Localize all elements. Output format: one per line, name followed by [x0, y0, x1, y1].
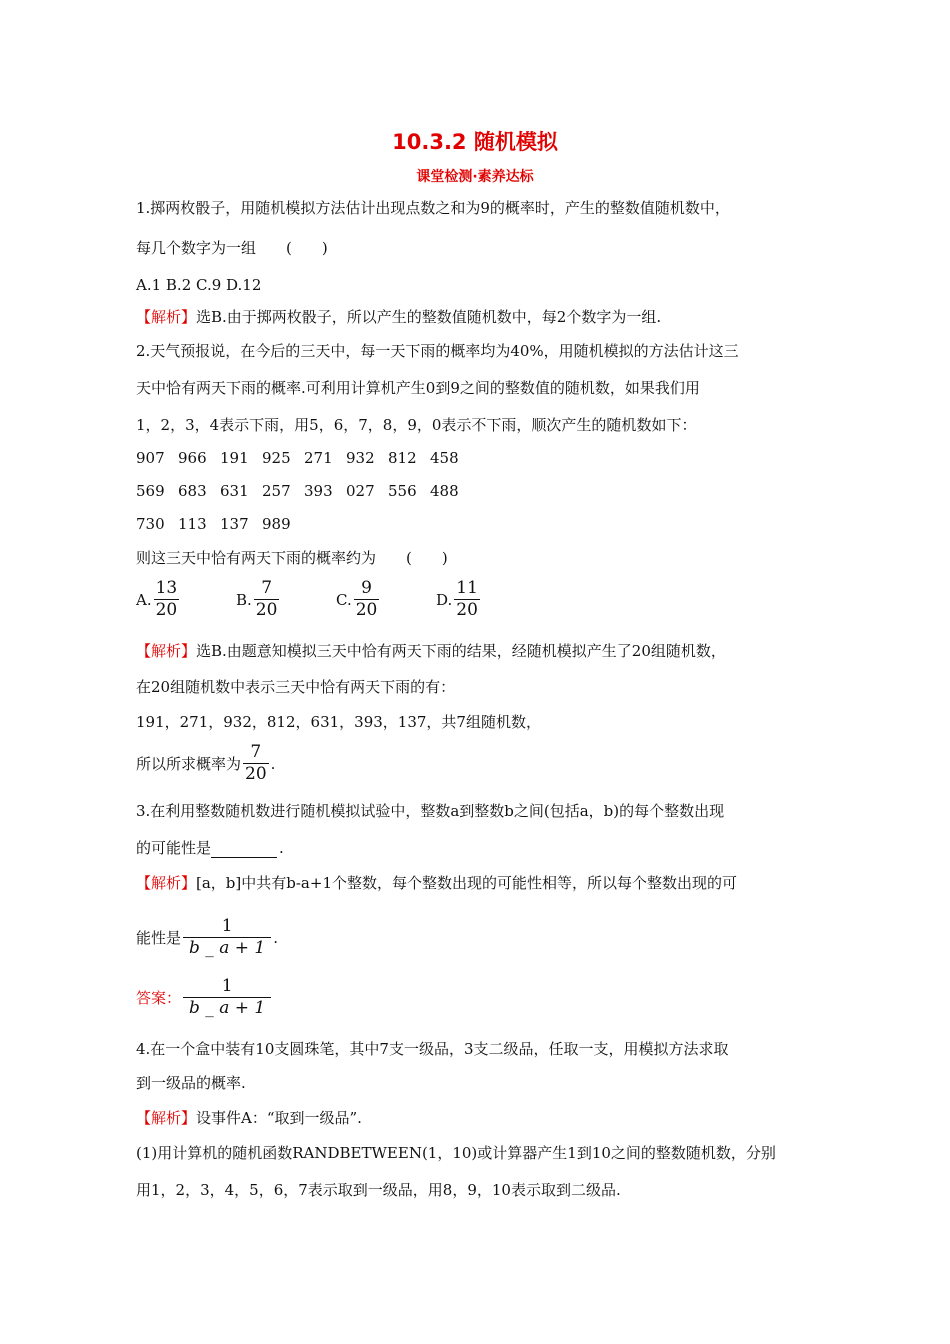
q2-question: 则这三天中恰有两天下雨的概率约为 ( ): [136, 549, 448, 567]
q3-answer: 答案： $\frac{1}{b \_ a + 1}$: [136, 976, 273, 1019]
q4-line1: 4.在一个盒中装有10支圆珠笔，其中7支一级品，3支二级品，任取一支，用模拟方法求取: [136, 1040, 729, 1058]
random-number-row: 569 683 631 257 393 027 556 488: [136, 482, 459, 500]
page-title: 10.3.2 随机模拟: [392, 130, 558, 154]
q4-analysis-line1: 【解析】设事件A：“取到一级品”.: [136, 1109, 362, 1127]
q2-line3: 1，2，3，4表示下雨，用5，6，7，8，9，0表示不下雨，顺次产生的随机数如下：: [136, 416, 697, 434]
q2-analysis-line4: 所以所求概率为 $\frac{7}{20}$ .: [136, 742, 276, 784]
q4-analysis-line2: (1)用计算机的随机函数RANDBETWEEN(1，10)或计算器产生1到10之间的整数随机数，分别: [136, 1144, 776, 1162]
q1-analysis-text: 选B.由于掷两枚骰子，所以产生的整数值随机数中，每2个数字为一组.: [196, 308, 662, 326]
q1-line1: 1.掷两枚骰子，用随机模拟方法估计出现点数之和为9的概率时，产生的整数值随机数中，: [136, 199, 730, 217]
page-subtitle: 课堂检测·素养达标: [416, 169, 534, 185]
q2-option-c: C. $\frac{9}{20}$: [336, 578, 378, 620]
answer-blank: [211, 841, 277, 858]
q2-analysis-line2: 在20组随机数中表示三天中恰有两天下雨的有：: [136, 678, 456, 696]
q2-line1: 2.天气预报说，在今后的三天中，每一天下雨的概率均为40%，用随机模拟的方法估计这三: [136, 342, 739, 360]
q2-option-b: B. $\frac{7}{20}$: [236, 578, 278, 620]
q3-analysis-line2: 能性是 $\frac{1}{b \_ a + 1}$ .: [136, 916, 278, 958]
random-number-row: 730 113 137 989: [136, 515, 291, 533]
q3-analysis-line1: 【解析】[a，b]中共有b-a+1个整数，每个整数出现的可能性相等，所以每个整数出现的可: [136, 874, 737, 892]
q2-analysis-line1: 【解析】选B.由题意知模拟三天中恰有两天下雨的结果，经随机模拟产生了20组随机数，: [136, 642, 726, 660]
q1-analysis: [136, 307, 661, 327]
q3-line2: 的可能性是 .: [136, 839, 284, 857]
q2-option-a: A. $\frac{13}{20}$: [136, 578, 178, 620]
q4-analysis-line3: 用1，2，3，4，5，6，7表示取到一级品，用8，9，10表示取到二级品.: [136, 1181, 621, 1199]
q1-options: A.1 B.2 C.9 D.12: [136, 276, 262, 294]
q2-analysis-line3: 191，271，932，812，631，393，137，共7组随机数，: [136, 713, 541, 731]
q2-line2: 天中恰有两天下雨的概率.可利用计算机产生0到9之间的整数值的随机数，如果我们用: [136, 379, 700, 397]
analysis-tag: 【解析】: [136, 308, 197, 326]
q3-line1: 3.在利用整数随机数进行随机模拟试验中，整数a到整数b之间(包括a，b)的每个整数出现: [136, 802, 725, 820]
q4-line2: 到一级品的概率.: [136, 1074, 246, 1092]
q2-option-d: D. $\frac{11}{20}$: [436, 578, 478, 620]
random-number-row: 907 966 191 925 271 932 812 458: [136, 449, 459, 467]
q1-line2: 每几个数字为一组 ( ): [136, 239, 328, 257]
